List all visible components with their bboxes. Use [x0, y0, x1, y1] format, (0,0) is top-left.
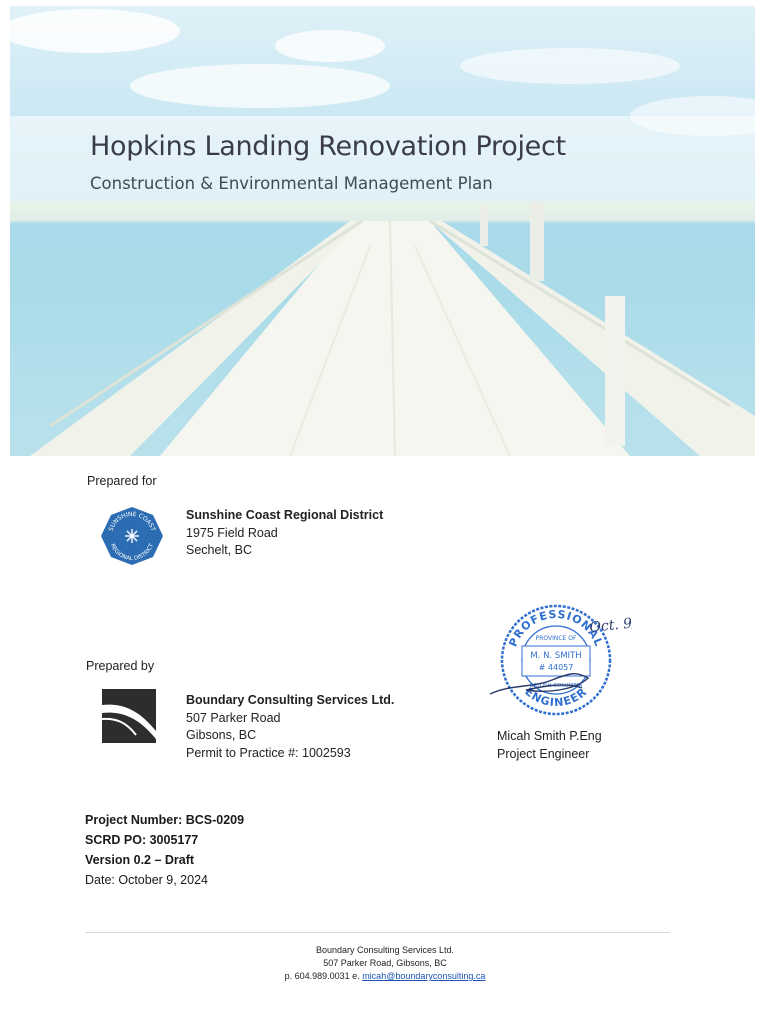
seal-number-text: # 44057	[538, 663, 574, 672]
consultant-address-line1: 507 Parker Road	[186, 710, 281, 725]
client-name: Sunshine Coast Regional District	[186, 508, 384, 522]
project-number: Project Number: BCS-0209	[85, 813, 245, 827]
page-footer	[0, 944, 770, 983]
consultant-address-block	[186, 692, 394, 762]
dock-photo-illustration	[10, 6, 755, 456]
seal-bottom-text: ENGINEER	[522, 685, 590, 710]
footer-email-link[interactable]: micah@boundaryconsulting.ca	[362, 971, 486, 981]
document-subtitle: Construction & Environmental Management Plan	[90, 174, 493, 193]
seal-top-text: PROFESSIONAL	[506, 607, 606, 649]
boundary-logo-icon	[102, 689, 156, 748]
seal-province-text: PROVINCE OF	[535, 635, 577, 642]
scrd-logo-text-bottom: REGIONAL DISTRICT	[109, 542, 155, 563]
prepared-for-label: Prepared for	[87, 474, 157, 488]
footer-phone: p. 604.989.0031 e.	[284, 971, 360, 981]
engineer-title: Project Engineer	[497, 746, 590, 761]
prepared-by-label: Prepared by	[86, 659, 155, 673]
seal-date-handwriting: Oct. 9/24	[588, 613, 632, 636]
scrd-logo-text-top: SUNSHINE COAST	[107, 510, 157, 533]
consultant-name: Boundary Consulting Services Ltd.	[186, 693, 395, 707]
scrd-logo-icon	[98, 505, 166, 572]
engineer-block	[497, 728, 602, 763]
document-version: Version 0.2 – Draft	[85, 853, 195, 867]
cover-photo	[10, 6, 755, 456]
footer-contact	[0, 970, 770, 983]
client-address-block	[186, 507, 383, 560]
engineer-name: Micah Smith P.Eng	[497, 729, 602, 743]
seal-name-text: M. N. SMITH	[530, 651, 582, 661]
consultant-address-line2: Gibsons, BC	[186, 728, 257, 742]
footer-address: 507 Parker Road, Gibsons, BC	[323, 958, 447, 968]
scrd-po-number: SCRD PO: 3005177	[85, 833, 199, 847]
seal-region-text: BRITISH COLUMBIA	[529, 683, 583, 689]
engineer-seal-stamp	[482, 598, 632, 725]
document-title: Hopkins Landing Renovation Project	[90, 131, 566, 162]
project-details	[85, 810, 244, 890]
document-date: Date: October 9, 2024	[85, 873, 208, 887]
client-address-line1: 1975 Field Road	[186, 525, 278, 540]
footer-divider	[85, 932, 670, 933]
client-address-line2: Sechelt, BC	[186, 543, 253, 557]
footer-company: Boundary Consulting Services Ltd.	[315, 945, 455, 955]
consultant-permit: Permit to Practice #: 1002593	[186, 745, 351, 760]
